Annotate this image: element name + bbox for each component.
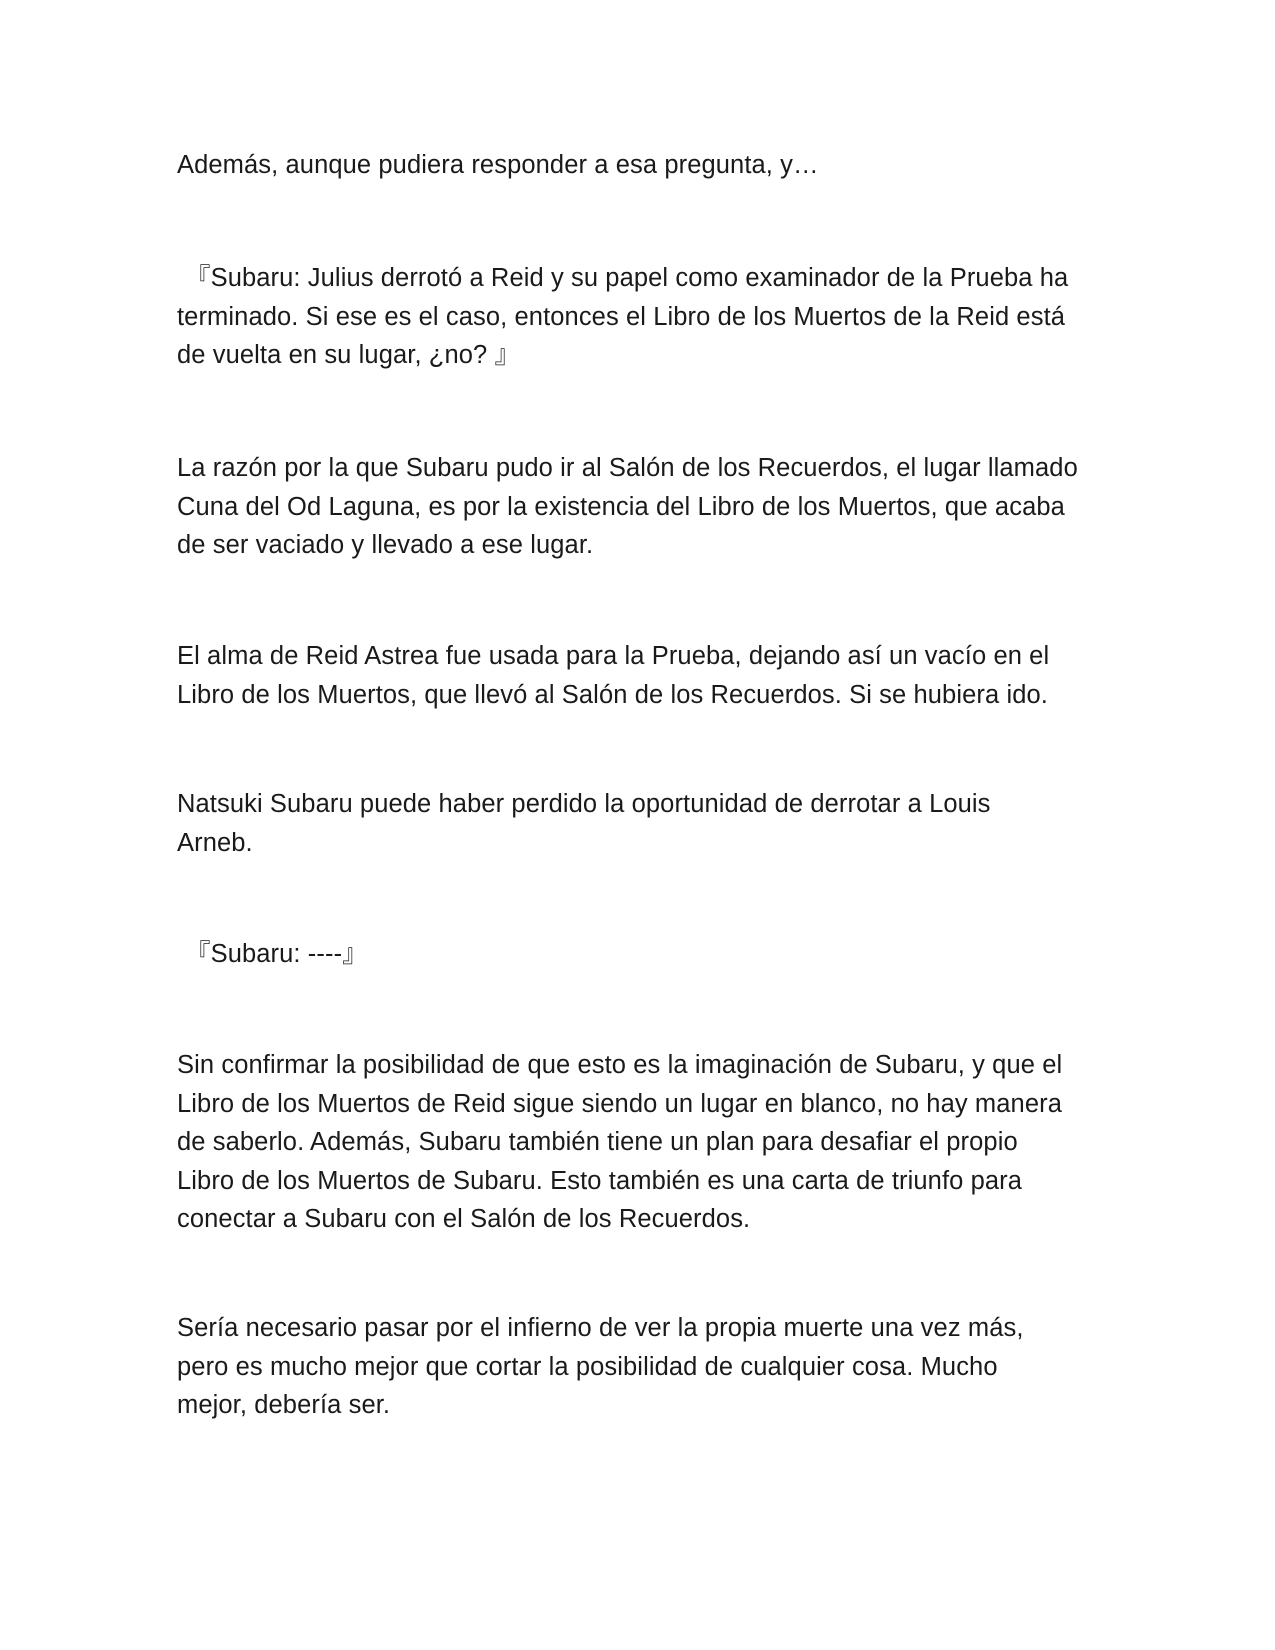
paragraph-4 [177, 785, 1107, 862]
text-line: Libro de los Muertos de Subaru. Esto también es una carta de triunfo para [177, 1166, 1023, 1195]
text-line: Natsuki Subaru puede haber perdido la oportunidad de derrotar a Louis [177, 790, 991, 818]
paragraph-3 [177, 637, 1107, 714]
text-line: mejor, debería ser. [177, 1391, 391, 1419]
text-line: de vuelta en su lugar, ¿no? 』 [177, 341, 521, 369]
text-line: Libro de los Muertos, que llevó al Salón de los Recuerdos. Si se hubiera ido. [177, 680, 1048, 709]
text-line: 『Subaru: Julius derrotó a Reid y su papel como examinador de la Prueba ha [185, 264, 1069, 292]
text-line: de saberlo. Además, Subaru también tiene un plan para desafiar el propio [177, 1128, 1018, 1156]
paragraph-6 [177, 1309, 1107, 1425]
text-line: Sería necesario pasar por el infierno de ver la propia muerte una vez más, [177, 1314, 1024, 1342]
text-line: de ser vaciado y llevado a ese lugar. [177, 531, 594, 559]
text-line: Sin confirmar la posibilidad de que esto es la imaginación de Subaru, y que el [177, 1051, 1063, 1079]
dialogue-1 [177, 259, 1115, 375]
text-line: El alma de Reid Astrea fue usada para la Prueba, dejando así un vacío en el [177, 642, 1050, 670]
paragraph-2 [177, 449, 1107, 565]
text-line: Arneb. [177, 828, 253, 857]
text-line: Además, aunque pudiera responder a esa pregunta, y… [177, 151, 819, 179]
text-line: pero es mucho mejor que cortar la posibilidad de cualquier cosa. Mucho [177, 1352, 998, 1381]
text-line: 『Subaru: ----』 [185, 940, 368, 968]
text-line: conectar a Subaru con el Salón de los Recuerdos. [177, 1205, 751, 1233]
dialogue-2 [185, 935, 1115, 974]
text-line: La razón por la que Subaru pudo ir al Salón de los Recuerdos, el lugar llamado [177, 454, 1078, 482]
text-line: terminado. Si ese es el caso, entonces el Libro de los Muertos de la Reid está [177, 302, 1066, 331]
paragraph-1 [177, 146, 1107, 185]
text-line: Libro de los Muertos de Reid sigue siendo un lugar en blanco, no hay manera [177, 1089, 1062, 1118]
paragraph-5 [177, 1046, 1107, 1239]
text-line: Cuna del Od Laguna, es por la existencia del Libro de los Muertos, que acaba [177, 492, 1065, 521]
